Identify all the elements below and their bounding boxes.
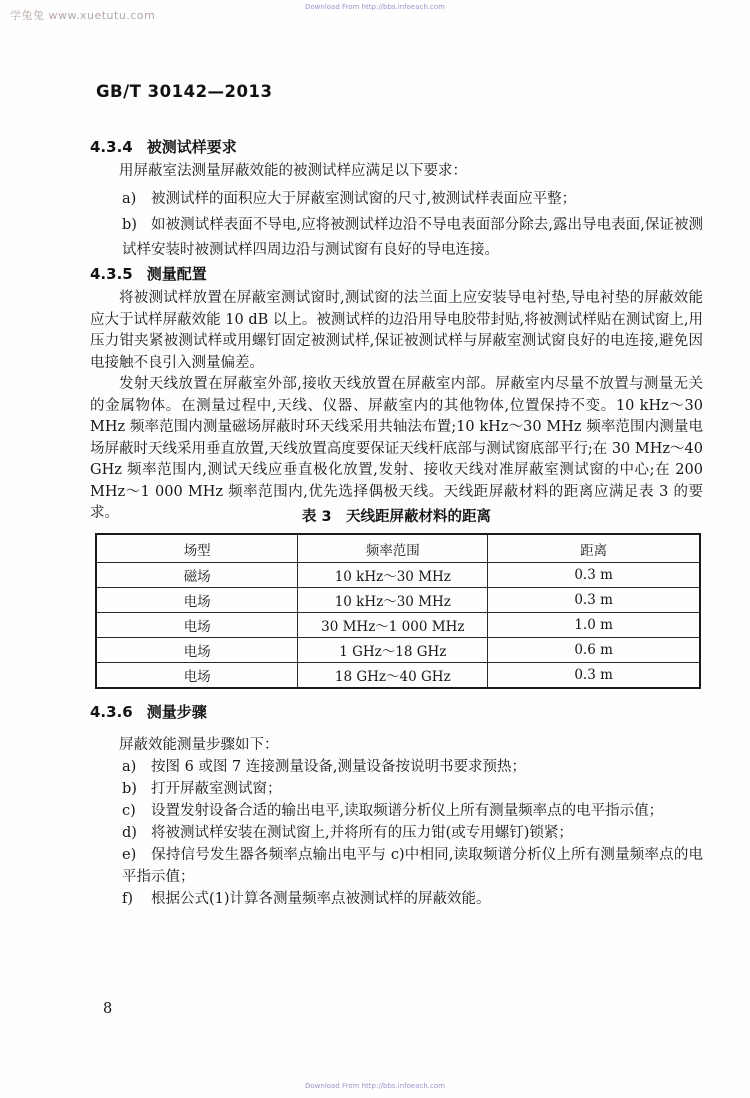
section-title: 被测试样要求	[146, 138, 237, 156]
section-heading-4-3-4	[90, 136, 237, 157]
column-header-field-type: 场型	[96, 534, 298, 563]
list-item-c	[90, 800, 703, 822]
table-row	[96, 638, 700, 663]
section-number: 4.3.4	[90, 138, 133, 156]
cell-frequency-range: 10 kHz～30 MHz	[298, 563, 488, 588]
cell-frequency-range: 30 MHz～1 000 MHz	[298, 613, 488, 638]
list-item-text: 将被测试样安装在测试窗上,并将所有的压力钳(或专用螺钉)锁紧；	[151, 825, 573, 841]
list-item-text: 根据公式(1)计算各测量频率点被测试样的屏蔽效能。	[151, 891, 491, 907]
list-item-e	[90, 844, 703, 888]
cell-distance: 0.3 m	[488, 663, 700, 689]
column-header-frequency-range: 频率范围	[298, 534, 488, 563]
cell-distance: 1.0 m	[488, 613, 700, 638]
list-item-f	[90, 888, 703, 910]
list-item-label: f)	[122, 891, 134, 907]
section-number: 4.3.5	[90, 265, 133, 283]
cell-distance: 0.3 m	[488, 588, 700, 613]
section-number: 4.3.6	[90, 703, 133, 721]
list-item-label: b)	[122, 216, 137, 233]
list-item-label: a)	[122, 759, 137, 775]
cell-field-type: 电场	[96, 663, 298, 689]
document-number: GB/T 30142—2013	[96, 82, 273, 101]
list-item-text: 打开屏蔽室测试窗；	[151, 781, 282, 797]
table-row	[96, 613, 700, 638]
section-4-3-6-intro: 屏蔽效能测量步骤如下：	[119, 737, 279, 753]
table-row	[96, 663, 700, 689]
section-heading-4-3-5	[90, 263, 207, 284]
table-3-caption: 表 3 天线距屏蔽材料的距离	[301, 509, 492, 525]
list-item-d	[90, 822, 703, 844]
section-4-3-4-intro: 用屏蔽室法测量屏蔽效能的被测试样应满足以下要求：	[119, 163, 467, 179]
cell-field-type: 电场	[96, 638, 298, 663]
section-4-3-4-list	[90, 187, 703, 264]
list-item-text: 按图 6 或图 7 连接测量设备,测量设备按说明书要求预热；	[151, 759, 526, 775]
list-item-b	[90, 213, 703, 264]
list-item-label: b)	[122, 781, 137, 797]
table-row	[96, 563, 700, 588]
cell-distance: 0.6 m	[488, 638, 700, 663]
section-heading-4-3-6	[90, 701, 207, 722]
list-item-label: e)	[122, 847, 137, 863]
list-item-a	[90, 756, 703, 778]
table-header-row	[96, 534, 700, 563]
table-3	[95, 533, 701, 689]
cell-frequency-range: 18 GHz～40 GHz	[298, 663, 488, 689]
list-item-text: 保持信号发生器各频率点输出电平与 c)中相同,读取频谱分析仪上所有测量频率点的电平指示值；	[122, 847, 703, 885]
list-item-b	[90, 778, 703, 800]
list-item-text: 如被测试样表面不导电,应将被测试样边沿不导电表面部分除去,露出导电表面,保证被测试样安装时被测试样四周边沿与测试窗有良好的导电连接。	[122, 216, 703, 258]
column-header-distance: 距离	[488, 534, 700, 563]
cell-frequency-range: 1 GHz～18 GHz	[298, 638, 488, 663]
page-number: 8	[103, 1001, 113, 1017]
list-item-label: d)	[122, 825, 137, 841]
cell-distance: 0.3 m	[488, 563, 700, 588]
list-item-label: a)	[122, 191, 137, 207]
watermark-top-left: 学兔兔 www.xuetutu.com	[10, 9, 156, 22]
cell-field-type: 磁场	[96, 563, 298, 588]
watermark-bottom-center: Download From http://bbs.infoeach.com	[305, 1082, 445, 1090]
section-4-3-6-list	[90, 756, 703, 910]
list-item-a	[90, 187, 703, 213]
watermark-top-center: Download From http://bbs.infoeach.com	[305, 3, 445, 11]
section-4-3-5-paragraph-2: 发射天线放置在屏蔽室外部,接收天线放置在屏蔽室内部。屏蔽室内尽量不放置与测量无关的金属物体。在测量过程中,天线、仪器、屏蔽室内的其他物体,位置保持不变。10 kHz～30 MHz 频率范围内测量磁场屏蔽时环天线采用共轴法布置;10 kHz～30 MHz 频率范围内测量电场屏蔽时天线采用垂直放置,天线放置高度要保证天线杆底部与测试窗底部平行;在 30 MHz～40 GHz 频率范围内,测试天线应垂直极化放置,发射、接收天线对准屏蔽室测试窗的中心;在 200 MHz～1 000 MHz 频率范围内,优先选择偶极天线。天线距屏蔽材料的距离应满足表 3 的要求。	[90, 376, 703, 521]
section-4-3-5-paragraph-1: 将被测试样放置在屏蔽室测试窗时,测试窗的法兰面上应安装导电衬垫,导电衬垫的屏蔽效能应大于试样屏蔽效能 10 dB 以上。被测试样的边沿用导电胶带封贴,将被测试样贴在测试窗上,用压力钳夹紧被测试样或用螺钉固定被测试样,保证被测试样与屏蔽室测试窗良好的电连接,避免因电接触不良引入测量偏差。	[90, 290, 703, 371]
cell-frequency-range: 10 kHz～30 MHz	[298, 588, 488, 613]
section-title: 测量步骤	[146, 703, 207, 721]
cell-field-type: 电场	[96, 588, 298, 613]
section-title: 测量配置	[146, 265, 207, 283]
list-item-label: c)	[122, 803, 136, 819]
table-row	[96, 588, 700, 613]
list-item-text: 设置发射设备合适的输出电平,读取频谱分析仪上所有测量频率点的电平指示值；	[151, 803, 664, 819]
cell-field-type: 电场	[96, 613, 298, 638]
list-item-text: 被测试样的面积应大于屏蔽室测试窗的尺寸,被测试样表面应平整；	[151, 191, 577, 207]
